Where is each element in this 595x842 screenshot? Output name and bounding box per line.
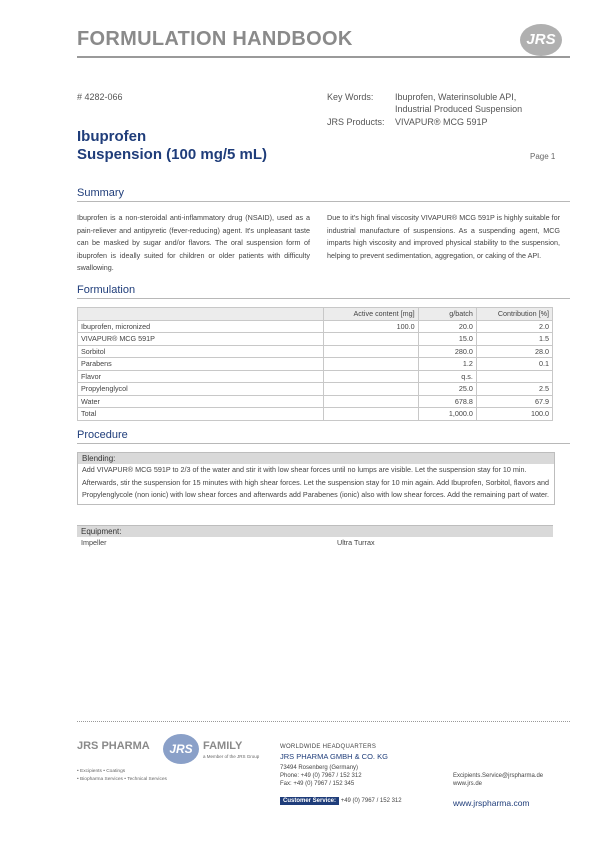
title-line1: Ibuprofen [77, 128, 147, 145]
table-cell: Propylenglycol [78, 383, 324, 396]
table-cell: 20.0 [418, 320, 476, 333]
table-header-cell: Contribution [%] [476, 308, 552, 321]
footer-address: 73494 Rosenberg (Germany) [280, 765, 359, 771]
header-divider [77, 56, 570, 58]
table-cell [323, 408, 418, 421]
keywords-label: Key Words: [327, 92, 374, 102]
table-cell [476, 370, 552, 383]
table-cell: Parabens [78, 358, 324, 371]
page-number: Page 1 [530, 152, 556, 161]
table-cell: Flavor [78, 370, 324, 383]
table-cell: 100.0 [323, 320, 418, 333]
table-cell: 1.2 [418, 358, 476, 371]
customer-service-phone: +49 (0) 7967 / 152 312 [340, 798, 402, 804]
handbook-title: FORMULATION HANDBOOK [77, 28, 353, 50]
table-cell: 100.0 [476, 408, 552, 421]
equipment-item: Impeller [81, 538, 107, 547]
footer-address-block [280, 764, 362, 788]
footer-phone: Phone: +49 (0) 7967 / 152 312 [280, 773, 362, 779]
table-cell [323, 370, 418, 383]
footer-fax: Fax: +49 (0) 7967 / 152 345 [280, 781, 355, 787]
table-cell [323, 333, 418, 346]
equipment-row [77, 537, 553, 548]
table-header-cell: Active content [mg] [323, 308, 418, 321]
table-cell: Ibuprofen, micronized [78, 320, 324, 333]
table-row [78, 395, 553, 408]
footer-services-line2: • Biopharma Services • Technical Services [77, 777, 167, 782]
keywords-value-line1: Ibuprofen, Waterinsoluble API, [395, 92, 517, 102]
table-cell: 25.0 [418, 383, 476, 396]
footer-website-link[interactable]: www.jrspharma.com [453, 798, 530, 808]
table-cell: 2.0 [476, 320, 552, 333]
table-cell: q.s. [418, 370, 476, 383]
table-cell: 678.8 [418, 395, 476, 408]
table-cell: 0.1 [476, 358, 552, 371]
blending-label: Blending: [78, 453, 554, 464]
table-row [78, 370, 553, 383]
footer-customer-service [280, 798, 402, 804]
keywords-value-line2: Industrial Produced Suspension [395, 104, 523, 114]
table-cell: 2.5 [476, 383, 552, 396]
formulation-title [77, 128, 267, 164]
blending-text: Add VIVAPUR® MCG 591P to 2/3 of the water and stir it with low shear forces until no lumps are visible. Let the suspension stay for 10 min. Afterwards, stir the suspension for 15 minutes with high shear forces. Let the suspension stay for 10 min again. Add Ibuprofen, Sorbitol, flavors and Propylenglycole (non ionic) with low shear forces and afterwards add Parabenes (ionic) also with low shear forces. Add the remaining part of water. [82, 465, 550, 499]
table-row [78, 383, 553, 396]
summary-paragraph-right: Due to it's high final viscosity VIVAPUR® MCG 591P is highly suitable for industrial manufacture of suspensions. As a suspending agent, MCG imparts high viscosity and improved physical stability to the suspension, helping to prevent sedimentation, aggregation, or caking of the API. [327, 213, 560, 260]
table-header-cell [78, 308, 324, 321]
table-cell: 15.0 [418, 333, 476, 346]
equipment-box [77, 525, 553, 548]
table-cell: 67.9 [476, 395, 552, 408]
table-cell [323, 358, 418, 371]
table-cell [323, 395, 418, 408]
table-row [78, 345, 553, 358]
summary-divider [77, 201, 570, 202]
summary-paragraph-left: Ibuprofen is a non-steroidal anti-inflammatory drug (NSAID), used as a pain-reliever and antipyretic (fever-reducing) agent. It's unpleasant taste can be masked by sugar and/or flavors. The oral suspension form of ibuprofen is ideally suited for children or older patients with difficulty swallowing. [77, 213, 310, 272]
footer-contact [453, 772, 543, 788]
table-header-row [78, 308, 553, 321]
equipment-label: Equipment: [77, 526, 553, 537]
jrs-logo: JRS [520, 24, 562, 56]
table-cell: 28.0 [476, 345, 552, 358]
table-cell: 280.0 [418, 345, 476, 358]
table-cell: Water [78, 395, 324, 408]
footer-company: JRS PHARMA GMBH & CO. KG [280, 752, 388, 761]
table-cell: VIVAPUR® MCG 591P [78, 333, 324, 346]
table-row-total [78, 408, 553, 421]
footer-services-line1: • Excipients • Coatings [77, 769, 126, 774]
customer-service-label: Customer Service: [280, 797, 339, 805]
title-line2: Suspension (100 mg/5 mL) [77, 146, 268, 163]
table-cell: 1.5 [476, 333, 552, 346]
footer-brand-right: FAMILY [203, 740, 243, 752]
summary-heading: Summary [77, 187, 125, 199]
footer-web-small-link[interactable]: www.jrs.de [453, 781, 483, 787]
table-cell: Sorbitol [78, 345, 324, 358]
footer-hq-label: WORLDWIDE HEADQUARTERS [280, 744, 377, 750]
table-cell [323, 345, 418, 358]
table-cell: Total [78, 408, 324, 421]
blending-box [77, 452, 555, 505]
document-number: # 4282-066 [77, 92, 123, 102]
footer-brand-tagline: a Member of the JRS Group [203, 754, 260, 759]
footer-jrs-badge-icon: JRS [163, 734, 199, 764]
table-header-cell: g/batch [418, 308, 476, 321]
table-cell: 1,000.0 [418, 408, 476, 421]
formulation-heading: Formulation [77, 284, 136, 296]
table-row [78, 358, 553, 371]
equipment-value: Ultra Turrax [337, 538, 375, 547]
table-row [78, 320, 553, 333]
footer-email-link[interactable]: Excipients.Service@jrspharma.de [453, 773, 544, 779]
formulation-divider [77, 298, 570, 299]
footer-divider [77, 721, 570, 722]
table-cell [323, 383, 418, 396]
products-value: VIVAPUR® MCG 591P [395, 117, 488, 127]
footer-brand-left: JRS PHARMA [77, 740, 150, 752]
table-row [78, 333, 553, 346]
procedure-divider [77, 443, 570, 444]
footer-services [77, 768, 167, 784]
formulation-table [77, 307, 553, 421]
products-label: JRS Products: [327, 117, 385, 127]
procedure-heading: Procedure [77, 429, 128, 441]
